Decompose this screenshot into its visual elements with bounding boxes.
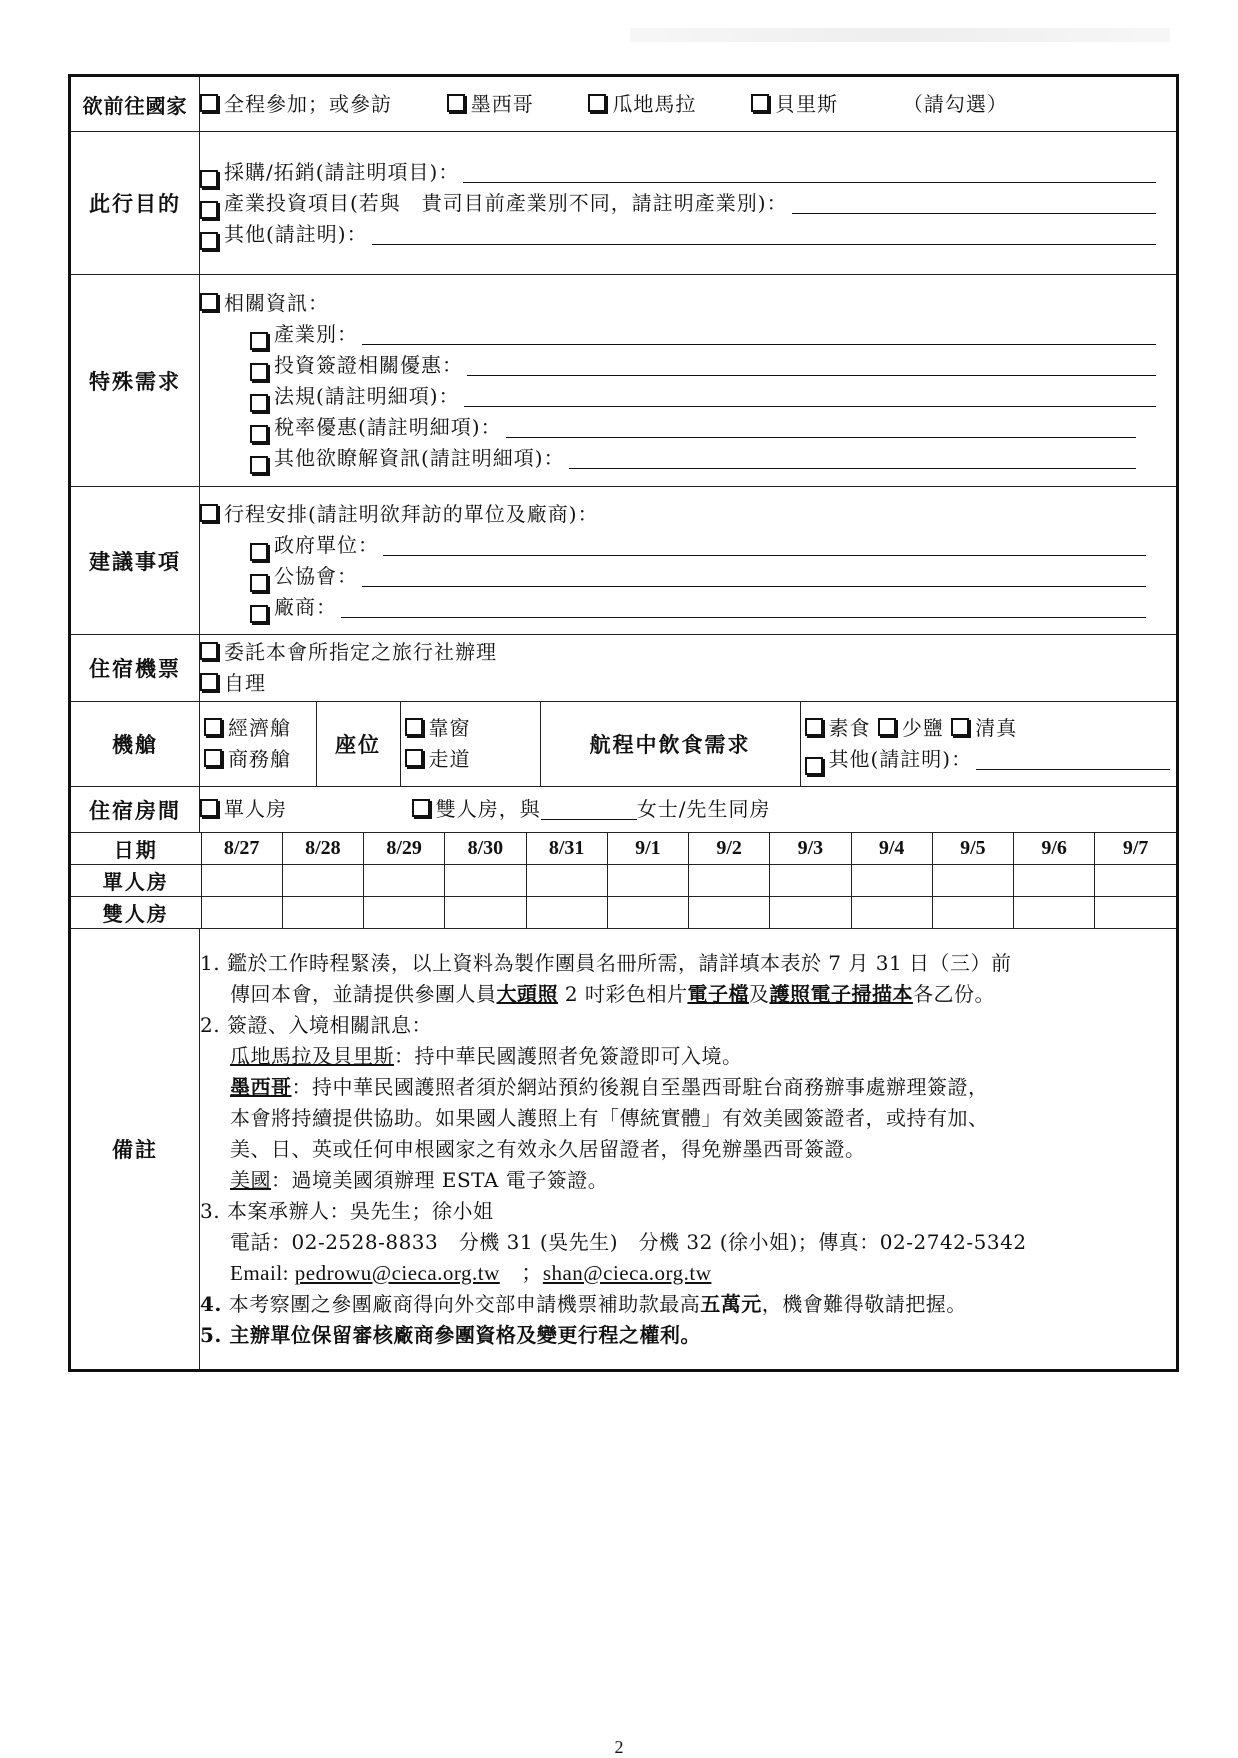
- countries-label: 欲前往國家: [70, 76, 200, 132]
- schedule-input-cell[interactable]: [445, 897, 526, 929]
- option-itinerary[interactable]: 行程安排(請註明欲拜訪的單位及廠商)：: [200, 499, 1176, 530]
- room-options: [200, 787, 1178, 833]
- seat-options: [400, 702, 540, 786]
- note-3-phone: 電話：02-2528-8833 分機 31 (吳先生) 分機 32 (徐小姐)；傳真：02-2742-5342: [230, 1229, 1027, 1254]
- option-purpose-other[interactable]: 其他(請註明)：: [200, 219, 1156, 250]
- date-cell: 8/30: [445, 833, 526, 865]
- special-options: [200, 275, 1178, 487]
- checkbox-icon[interactable]: [805, 718, 823, 736]
- invest-blank[interactable]: [792, 191, 1156, 214]
- checkbox-icon[interactable]: [200, 673, 218, 691]
- checkbox-icon[interactable]: [200, 232, 218, 250]
- roommate-blank[interactable]: [541, 797, 637, 820]
- checkbox-icon[interactable]: [250, 332, 268, 350]
- application-form: [68, 74, 1176, 1372]
- date-cell: 9/7: [1095, 833, 1176, 865]
- schedule-row: [70, 833, 1178, 929]
- option-agency[interactable]: 委託本會所指定之旅行社辦理: [200, 637, 1176, 668]
- schedule-input-cell[interactable]: [1014, 897, 1095, 929]
- note-1: 1. 鑑於工作時程緊湊，以上資料為製作團員名冊所需，請詳填本表於 7 月 31 日（三）前: [200, 950, 1012, 975]
- countries-options: [200, 76, 1178, 132]
- option-double-room[interactable]: 雙人房，與: [412, 797, 541, 821]
- schedule-input-cell[interactable]: [932, 865, 1013, 897]
- schedule-input-cell[interactable]: [851, 865, 932, 897]
- cabin-cell: [200, 702, 1178, 787]
- schedule-date-row: [71, 833, 1176, 865]
- note-3: 3. 本案承辦人：吳先生；徐小姐: [200, 1198, 494, 1223]
- schedule-input-cell[interactable]: [526, 865, 607, 897]
- notes-row: [70, 929, 1178, 1371]
- option-business[interactable]: 商務艙: [204, 744, 312, 775]
- purpose-other-blank[interactable]: [372, 222, 1156, 245]
- purpose-options: [200, 132, 1178, 275]
- schedule-single-row: [71, 865, 1176, 897]
- option-meal-other[interactable]: 其他(請註明)：: [805, 744, 1171, 775]
- email-link-pedro[interactable]: pedrowu@cieca.org.tw: [294, 1260, 500, 1285]
- option-vendor[interactable]: 廠商：: [200, 592, 1146, 623]
- special-label: 特殊需求: [70, 275, 200, 487]
- room-row: [70, 787, 1178, 833]
- checkbox-icon[interactable]: [751, 94, 769, 112]
- meal-row-1: [805, 713, 1173, 744]
- suggest-options: [200, 487, 1178, 635]
- note-5: 5. 主辦單位保留審核廠商參團資格及變更行程之權利。: [200, 1322, 701, 1347]
- option-low-salt[interactable]: 少鹽: [878, 716, 944, 740]
- checkbox-icon[interactable]: [805, 757, 823, 775]
- tax-blank[interactable]: [506, 415, 1136, 438]
- double-room-row-label: 雙人房: [71, 897, 201, 929]
- schedule-input-cell[interactable]: [607, 897, 688, 929]
- option-guatemala[interactable]: 瓜地馬拉: [588, 92, 696, 116]
- law-blank[interactable]: [464, 384, 1156, 407]
- option-economy[interactable]: 經濟艙: [204, 713, 312, 744]
- option-related-info[interactable]: 相關資訊：: [200, 288, 1176, 319]
- option-belize[interactable]: 貝里斯: [751, 92, 838, 116]
- lodging-ticket-label: 住宿機票: [70, 635, 200, 702]
- checkbox-icon[interactable]: [200, 201, 218, 219]
- schedule-cell: [70, 833, 1178, 929]
- date-cell: 9/1: [607, 833, 688, 865]
- lodging-ticket-options: [200, 635, 1178, 702]
- assoc-blank[interactable]: [362, 564, 1146, 587]
- date-cell: 9/5: [932, 833, 1013, 865]
- note-2-mexico-cont: 本會將持續提供協助。如果國人護照上有「傳統實體」有效美國簽證者，或持有加、: [230, 1105, 989, 1130]
- countries-row: [70, 76, 1178, 132]
- date-cell: 8/27: [201, 833, 282, 865]
- form-table: [68, 74, 1179, 1372]
- option-halal[interactable]: 清真: [951, 716, 1017, 740]
- room-label: 住宿房間: [70, 787, 200, 833]
- class-options: [200, 702, 316, 786]
- page-number: 2: [614, 1737, 624, 1757]
- option-vegetarian[interactable]: 素食: [805, 716, 871, 740]
- special-row: [70, 275, 1178, 487]
- checkbox-icon[interactable]: [412, 799, 430, 817]
- note-1-cont: 傳回本會，並請提供參團人員大頭照 2 吋彩色相片電子檔及護照電子掃描本各乙份。: [230, 981, 995, 1006]
- option-aisle[interactable]: 走道: [405, 744, 536, 775]
- checkbox-icon[interactable]: [250, 543, 268, 561]
- checkbox-icon[interactable]: [200, 94, 218, 112]
- schedule-input-cell[interactable]: [364, 865, 445, 897]
- date-cell: 8/31: [526, 833, 607, 865]
- purpose-label: 此行目的: [70, 132, 200, 275]
- schedule-input-cell[interactable]: [201, 897, 282, 929]
- schedule-grid: [71, 833, 1176, 928]
- option-info-other[interactable]: 其他欲瞭解資訊(請註明細項)：: [200, 443, 1136, 474]
- note-2-usa: 美國：過境美國須辦理 ESTA 電子簽證。: [230, 1167, 609, 1192]
- option-assoc[interactable]: 公協會：: [200, 561, 1146, 592]
- schedule-input-cell[interactable]: [1014, 865, 1095, 897]
- date-cell: 9/4: [851, 833, 932, 865]
- double-suffix: 女士/先生同房: [636, 797, 771, 821]
- schedule-input-cell[interactable]: [445, 865, 526, 897]
- schedule-input-cell[interactable]: [201, 865, 282, 897]
- vendor-blank[interactable]: [341, 595, 1146, 618]
- schedule-input-cell[interactable]: [282, 897, 363, 929]
- schedule-double-row: [71, 897, 1176, 929]
- note-2: 2. 簽證、入境相關訊息：: [200, 1012, 432, 1037]
- checkbox-icon[interactable]: [878, 718, 896, 736]
- checkbox-icon[interactable]: [250, 456, 268, 474]
- option-mexico[interactable]: 墨西哥: [447, 92, 534, 116]
- option-industry[interactable]: 產業別：: [200, 319, 1156, 350]
- date-cell: 8/28: [282, 833, 363, 865]
- note-2-mexico: 墨西哥：持中華民國護照者須於網站預約後親自至墨西哥駐台商務辦事處辦理簽證，: [230, 1074, 989, 1099]
- checkbox-icon[interactable]: [200, 504, 218, 522]
- checkbox-icon[interactable]: [200, 642, 218, 660]
- option-tax[interactable]: 稅率優惠(請註明細項)：: [200, 412, 1136, 443]
- checkbox-icon[interactable]: [250, 363, 268, 381]
- schedule-input-cell[interactable]: [607, 865, 688, 897]
- schedule-input-cell[interactable]: [526, 897, 607, 929]
- checkbox-icon[interactable]: [204, 749, 222, 767]
- gov-blank[interactable]: [383, 533, 1146, 556]
- cabin-label: 機艙: [70, 702, 200, 787]
- option-law[interactable]: 法規(請註明細項)：: [200, 381, 1156, 412]
- industry-blank[interactable]: [362, 322, 1156, 345]
- schedule-input-cell[interactable]: [770, 865, 851, 897]
- info-other-blank[interactable]: [569, 446, 1136, 469]
- option-gov[interactable]: 政府單位：: [200, 530, 1146, 561]
- cabin-grid: [200, 702, 1176, 786]
- schedule-input-cell[interactable]: [282, 865, 363, 897]
- schedule-input-cell[interactable]: [770, 897, 851, 929]
- visa-blank[interactable]: [467, 353, 1156, 376]
- option-visa-benefit[interactable]: 投資簽證相關優惠：: [200, 350, 1156, 381]
- date-label: 日期: [71, 833, 201, 865]
- option-single-room[interactable]: 單人房: [200, 797, 287, 821]
- suggest-row: [70, 487, 1178, 635]
- single-room-row-label: 單人房: [71, 865, 201, 897]
- date-cell: 9/6: [1014, 833, 1095, 865]
- schedule-input-cell[interactable]: [1095, 865, 1176, 897]
- schedule-input-cell[interactable]: [851, 897, 932, 929]
- checkbox-icon[interactable]: [200, 170, 218, 188]
- purpose-row: [70, 132, 1178, 275]
- note-3-email: Email: pedrowu@cieca.org.tw ；shan@cieca.org.tw: [230, 1260, 712, 1285]
- checkbox-icon[interactable]: [200, 799, 218, 817]
- countries-hint: （請勾選）: [902, 91, 1008, 116]
- checkbox-icon[interactable]: [200, 293, 218, 311]
- checkbox-icon[interactable]: [588, 94, 606, 112]
- notes-label: 備註: [70, 929, 200, 1371]
- option-invest[interactable]: 產業投資項目(若與 貴司目前產業別不同，請註明產業別)：: [200, 188, 1156, 219]
- checkbox-icon[interactable]: [250, 425, 268, 443]
- schedule-input-cell[interactable]: [364, 897, 445, 929]
- option-all-trip[interactable]: 全程參加；或參訪: [200, 92, 392, 116]
- meal-options: [800, 702, 1176, 786]
- schedule-input-cell[interactable]: [1095, 897, 1176, 929]
- meal-label: 航程中飲食需求: [540, 702, 800, 786]
- date-cell: 9/2: [689, 833, 770, 865]
- checkbox-icon[interactable]: [250, 394, 268, 412]
- email-link-shan[interactable]: shan@cieca.org.tw: [542, 1260, 712, 1285]
- option-self-arrange[interactable]: 自理: [200, 668, 1176, 699]
- schedule-input-cell[interactable]: [689, 865, 770, 897]
- note-2-mexico-cont-2: 美、日、英或任何申根國家之有效永久居留證者，得免辦墨西哥簽證。: [230, 1136, 866, 1161]
- scan-smudge: [630, 28, 1170, 42]
- cabin-row: [70, 702, 1178, 787]
- note-4: 4. 本考察團之參團廠商得向外交部申請機票補助款最高五萬元，機會難得敬請把握。: [200, 1291, 967, 1316]
- checkbox-icon[interactable]: [405, 718, 423, 736]
- date-cell: 8/29: [364, 833, 445, 865]
- option-purchase[interactable]: 採購/拓銷(請註明項目)：: [200, 157, 1156, 188]
- seat-label: 座位: [316, 702, 400, 786]
- checkbox-icon[interactable]: [250, 605, 268, 623]
- checkbox-icon[interactable]: [250, 574, 268, 592]
- checkbox-icon[interactable]: [204, 718, 222, 736]
- schedule-input-cell[interactable]: [932, 897, 1013, 929]
- lodging-ticket-row: [70, 635, 1178, 702]
- checkbox-icon[interactable]: [447, 94, 465, 112]
- option-window[interactable]: 靠窗: [405, 713, 536, 744]
- notes-content: [200, 929, 1178, 1371]
- suggest-label: 建議事項: [70, 487, 200, 635]
- meal-other-blank[interactable]: [976, 747, 1170, 770]
- date-cell: 9/3: [770, 833, 851, 865]
- schedule-input-cell[interactable]: [689, 897, 770, 929]
- note-2-guatemala-belize: 瓜地馬拉及貝里斯：持中華民國護照者免簽證即可入境。: [230, 1043, 743, 1068]
- purchase-blank[interactable]: [463, 160, 1156, 183]
- checkbox-icon[interactable]: [405, 749, 423, 767]
- checkbox-icon[interactable]: [951, 718, 969, 736]
